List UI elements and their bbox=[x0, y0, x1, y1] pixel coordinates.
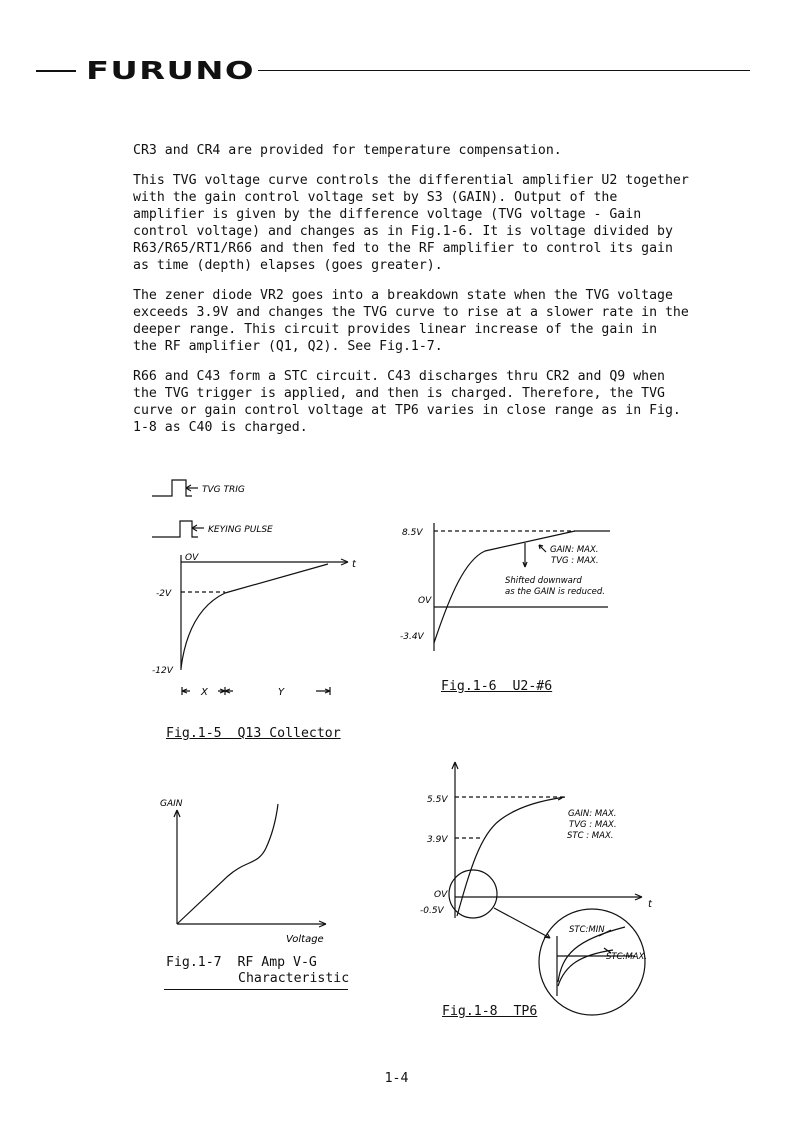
paragraph-1: CR3 and CR4 are provided for temperature compensation. bbox=[133, 143, 562, 158]
gain-axis-label: GAIN bbox=[160, 799, 183, 809]
stc-min-zoom-label: STC:MIN bbox=[569, 925, 605, 935]
tvg-trig-label: TVG TRIG bbox=[202, 485, 245, 495]
minus-2v-label: -2V bbox=[156, 589, 172, 599]
header-rule-right bbox=[258, 70, 750, 71]
fig-1-5-caption: Fig.1-5 Q13 Collector bbox=[166, 726, 341, 741]
minus-34v-label: -3.4V bbox=[400, 632, 424, 642]
v85-label: 8.5V bbox=[402, 528, 423, 538]
fig-1-8-caption: Fig.1-8 TP6 bbox=[442, 1004, 538, 1019]
y-label: Y bbox=[278, 687, 285, 698]
brand-logo: FURUNO bbox=[86, 56, 255, 85]
paragraph-4: R66 and C43 form a STC circuit. C43 discharges thru CR2 and Q9 when the TVG trigger is applied, and then is charged. Therefore, the TVG curve or gain control voltage at TP6 varies in close range as in Fig. 1-8 as C40 is charged. bbox=[133, 369, 681, 435]
tp6-curve bbox=[457, 797, 565, 916]
figure-1-8 bbox=[410, 760, 670, 1030]
fig-1-7-diagram bbox=[158, 790, 348, 950]
minus-05v-label: -0.5V bbox=[420, 906, 444, 916]
ov-label: OV bbox=[185, 553, 199, 563]
figure-1-7 bbox=[158, 790, 348, 950]
fig-1-5-diagram bbox=[140, 470, 370, 720]
fig-1-6-caption: Fig.1-6 U2-#6 bbox=[441, 679, 553, 694]
fig-1-6-diagram bbox=[400, 515, 660, 665]
stc-max-zoom-label: STC:MAX. bbox=[606, 952, 648, 962]
collector-curve bbox=[181, 564, 328, 668]
shifted-label-1: Shifted downward bbox=[505, 576, 582, 586]
gain-max-label: GAIN: MAX. bbox=[568, 809, 617, 819]
voltage-axis-label: Voltage bbox=[286, 934, 324, 945]
fig-1-7-caption-rule bbox=[164, 989, 348, 990]
figure-1-6 bbox=[400, 515, 660, 665]
page-number: 1-4 bbox=[384, 1071, 409, 1086]
figure-1-5 bbox=[140, 470, 370, 720]
minus-12v-label: -12V bbox=[152, 666, 173, 676]
fig-1-7-caption-2: Characteristic bbox=[238, 971, 350, 986]
t-label: t bbox=[648, 899, 652, 910]
vg-curve bbox=[177, 804, 278, 924]
tvg-max-label: TVG : MAX. bbox=[569, 820, 617, 830]
shifted-label-2: as the GAIN is reduced. bbox=[505, 587, 605, 597]
paragraph-3: The zener diode VR2 goes into a breakdown state when the TVG voltage exceeds 3.9V and changes the TVG curve to rise at a slower rate in the deeper range. This circuit provides linear increase of the gain in the RF amplifier (Q1, Q2). See Fig.1-7. bbox=[133, 288, 689, 354]
paragraph-2: This TVG voltage curve controls the differential amplifier U2 together with the gain control voltage set by S3 (GAIN). Output of the amplifier is given by the difference voltage (TVG voltage - Gain control voltage) and changes as in Fig.1-6. It is voltage divided by R63/R65/RT1/R66 and then fed to the RF amplifier to control its gain as time (depth) elapses (goes greater). bbox=[133, 173, 689, 273]
keying-pulse-label: KEYING PULSE bbox=[208, 525, 273, 535]
fig-1-8-diagram bbox=[410, 760, 670, 1030]
ov-label: OV bbox=[434, 890, 448, 900]
t-label: t bbox=[352, 559, 356, 570]
tvg-max-label: TVG : MAX. bbox=[551, 556, 599, 566]
header-rule-left bbox=[36, 70, 76, 72]
fig-1-7-caption-1: Fig.1-7 RF Amp V-G bbox=[166, 955, 317, 970]
zoom-source-circle bbox=[449, 870, 497, 918]
keying-pulse bbox=[152, 521, 198, 537]
v55-label: 5.5V bbox=[427, 795, 448, 805]
v39-label: 3.9V bbox=[427, 835, 448, 845]
ov-label: OV bbox=[418, 596, 432, 606]
x-label: X bbox=[201, 687, 208, 698]
gain-max-label: GAIN: MAX. bbox=[550, 545, 599, 555]
body-text bbox=[133, 142, 713, 449]
stc-max-label: STC : MAX. bbox=[567, 831, 614, 841]
